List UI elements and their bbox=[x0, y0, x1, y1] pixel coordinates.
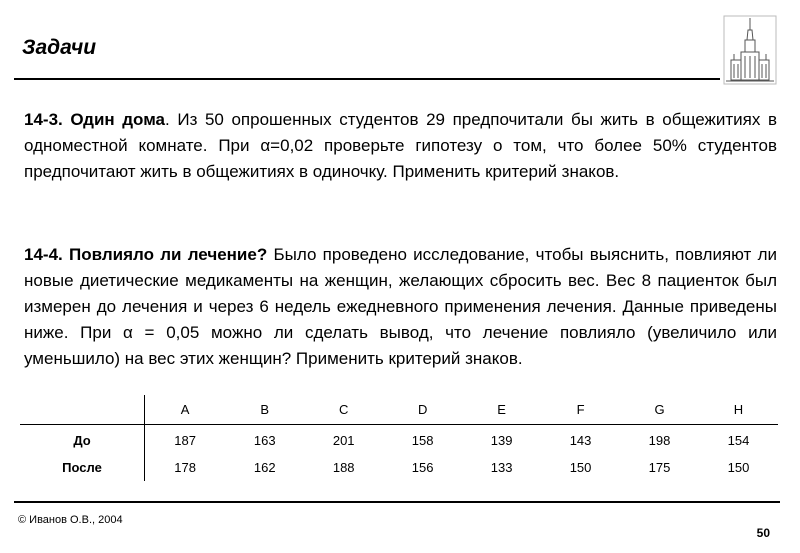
row-label-before: До bbox=[20, 425, 145, 454]
top-divider bbox=[14, 78, 720, 80]
problem-14-4-heading: 14-4. Повлияло ли лечение? bbox=[24, 245, 268, 264]
problem-14-3 bbox=[24, 107, 777, 185]
table-cell: 175 bbox=[648, 459, 671, 475]
table-corner-cell bbox=[20, 395, 145, 425]
table-row-after bbox=[20, 453, 778, 481]
university-building-icon bbox=[718, 14, 780, 86]
problem-14-3-heading: 14-3. Один дома bbox=[24, 110, 166, 129]
table-cell: 139 bbox=[490, 432, 513, 448]
column-header: D bbox=[383, 395, 462, 425]
page-number: 50 bbox=[756, 526, 770, 540]
copyright: © Иванов О.В., 2004 bbox=[18, 514, 123, 526]
slide-title: Задачи bbox=[22, 36, 97, 59]
column-header: A bbox=[145, 395, 226, 425]
column-header: E bbox=[462, 395, 541, 425]
table-cell: 178 bbox=[174, 459, 196, 475]
bottom-divider bbox=[14, 501, 780, 503]
table-cell: 188 bbox=[332, 459, 355, 475]
problem-14-4-text: Было проведено исследование, чтобы выяснить, повлияют ли новые диетические медикаменты на женщин, желающих сбросить вес. Вес 8 пациенток был измерен до лечения и через 6 недель ежедневного применения лечения. Данные приведены ниже. При α = 0,05 можно ли сделать вывод, что лечение повлияло (увеличило или уменьшило) на вес этих женщин? Применить критерий знаков. bbox=[24, 245, 777, 368]
table-cell: 198 bbox=[648, 432, 671, 448]
row-label-after: После bbox=[20, 453, 145, 481]
column-header: H bbox=[699, 395, 778, 425]
weight-data-table bbox=[20, 395, 778, 481]
problem-14-3-text: . Из 50 опрошенных студентов 29 предпочитали бы жить в общежитиях в одноместной комнате. При α=0,02 проверьте гипотезу о том, что более 50% студентов предпочитают жить в общежитиях в одиночку. Применить критерий знаков. bbox=[24, 110, 778, 181]
column-header: B bbox=[225, 395, 304, 425]
table-cell: 163 bbox=[253, 432, 276, 448]
table-cell: 143 bbox=[569, 432, 592, 448]
column-header: G bbox=[620, 395, 699, 425]
table-cell: 150 bbox=[727, 459, 750, 475]
problem-14-4 bbox=[24, 242, 777, 372]
table-header-row bbox=[20, 395, 778, 425]
table-cell: 133 bbox=[490, 459, 513, 475]
table-cell: 150 bbox=[569, 459, 592, 475]
table-cell: 187 bbox=[174, 432, 196, 448]
table-cell: 154 bbox=[727, 432, 750, 448]
table-cell: 201 bbox=[332, 432, 355, 448]
table-cell: 162 bbox=[253, 459, 276, 475]
column-header: F bbox=[541, 395, 620, 425]
table-cell: 158 bbox=[411, 432, 434, 448]
table-row-before bbox=[20, 425, 778, 454]
table-cell: 156 bbox=[411, 459, 434, 475]
column-header: C bbox=[304, 395, 383, 425]
